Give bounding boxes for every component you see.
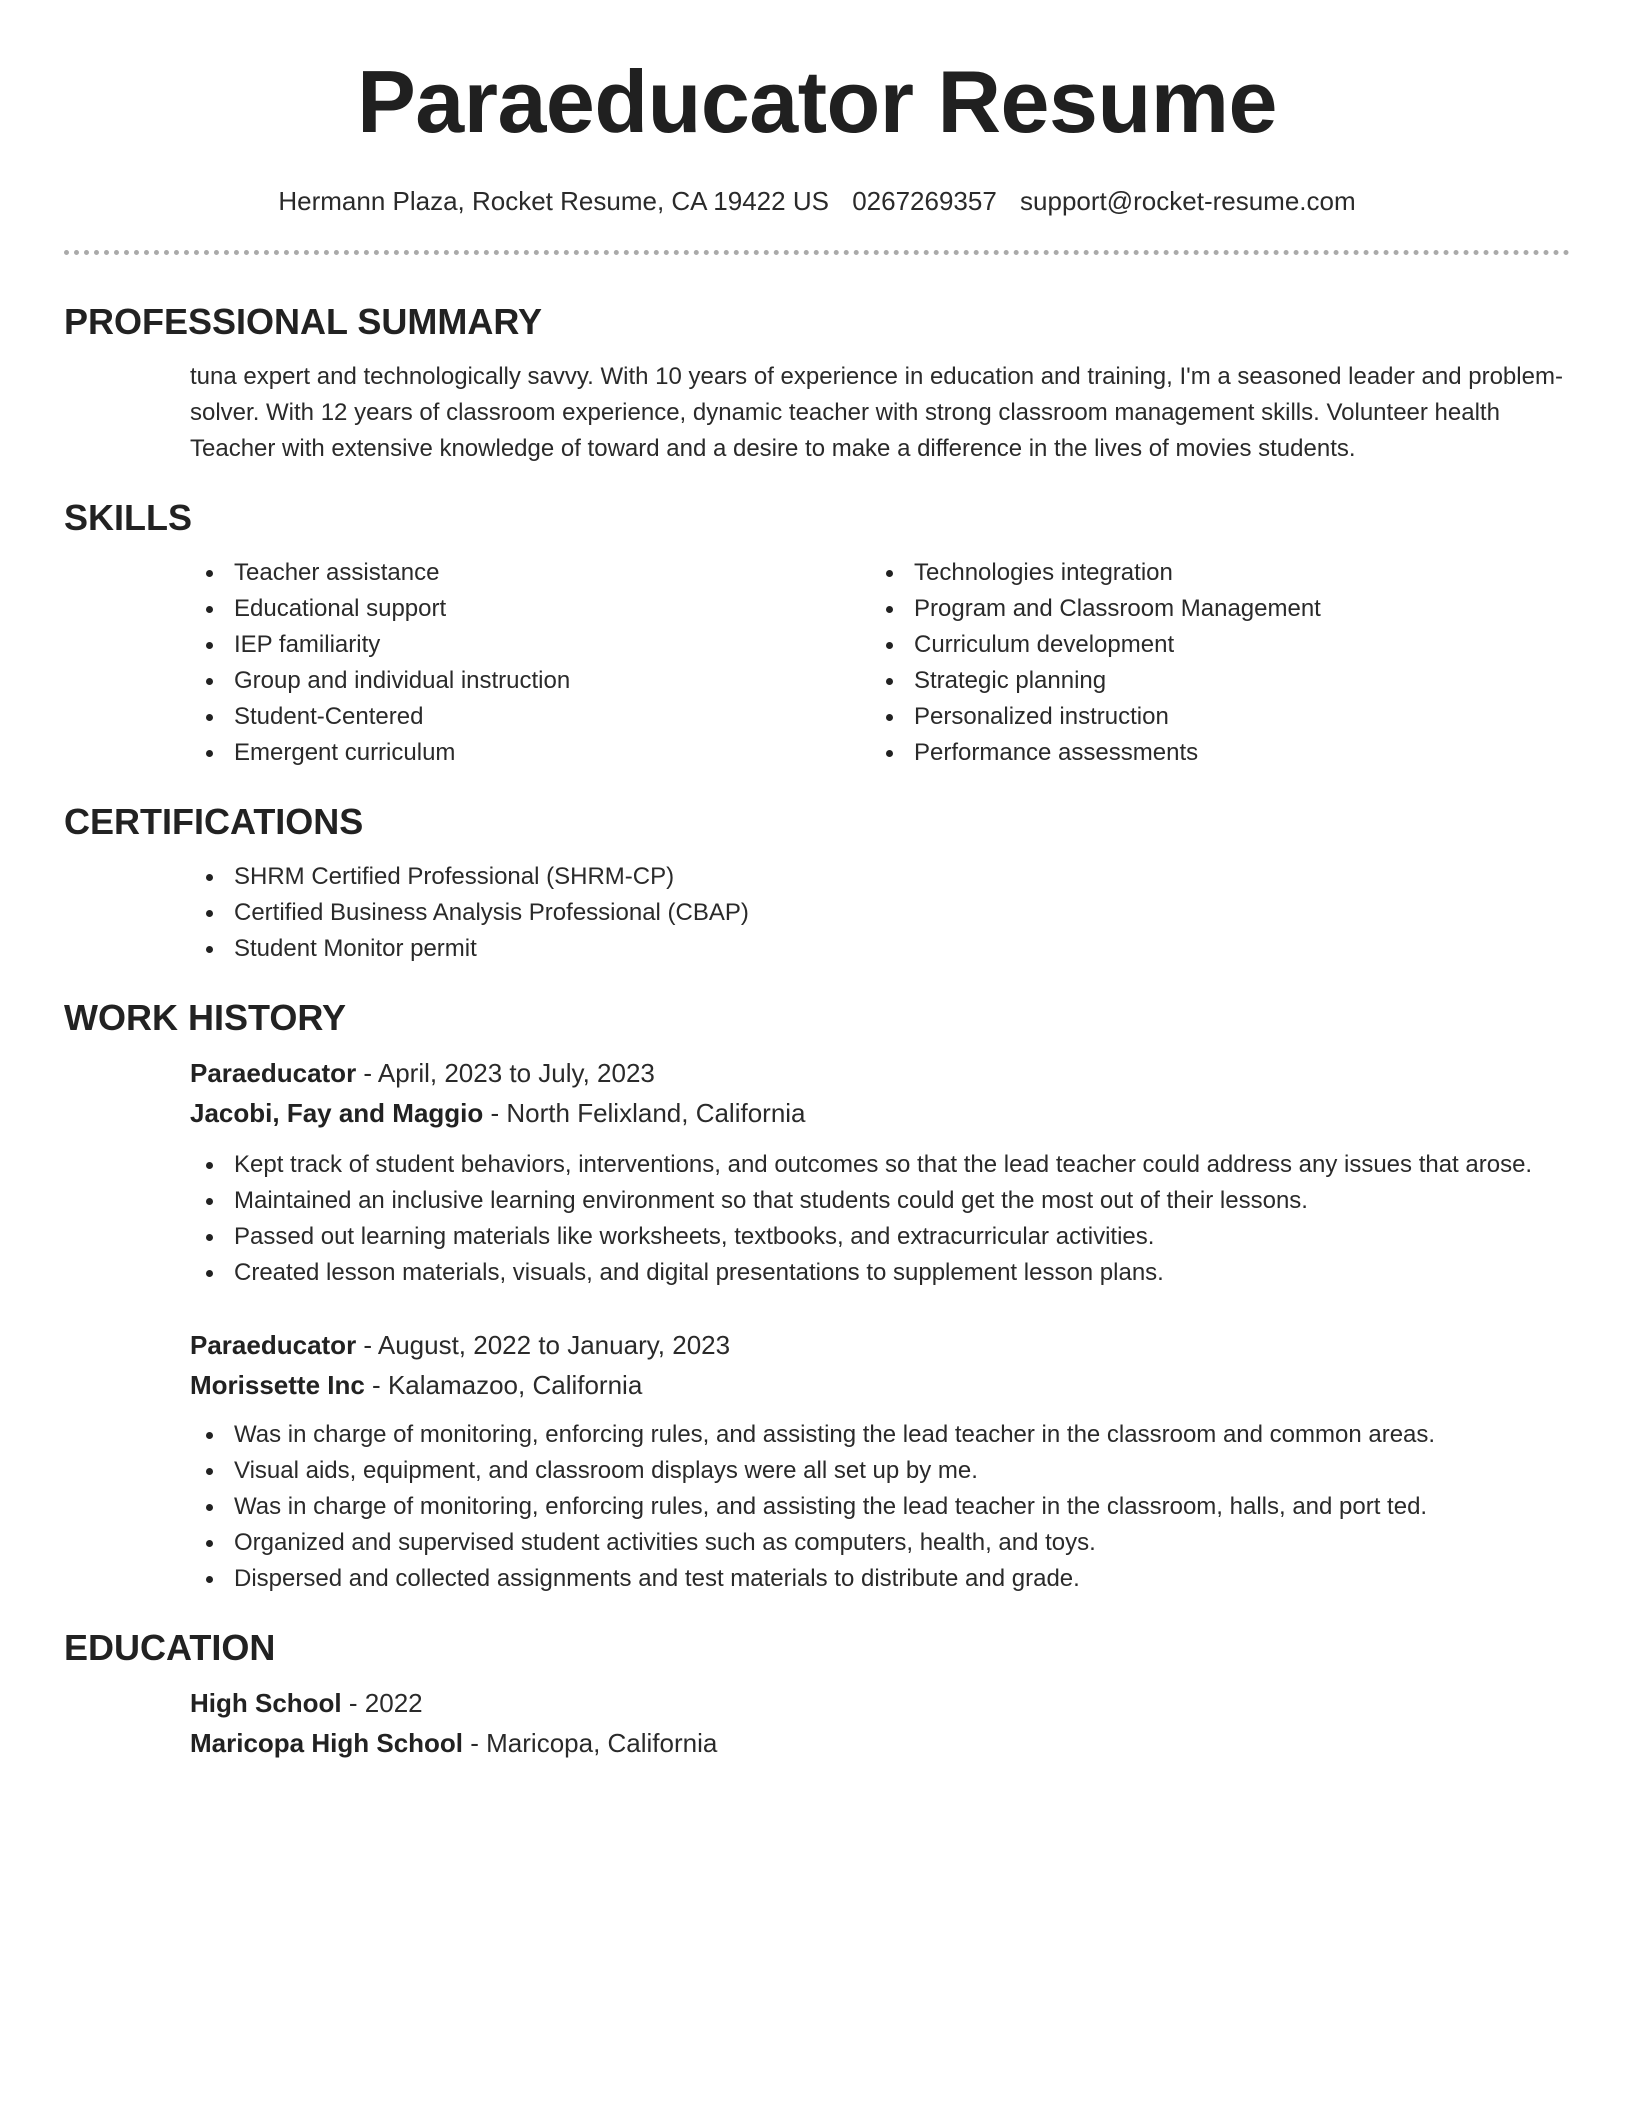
job-title: Paraeducator xyxy=(190,1058,357,1088)
skills-column-left xyxy=(190,555,870,771)
job-duty: Visual aids, equipment, and classroom displays were all set up by me. xyxy=(190,1453,1580,1489)
job-company: Jacobi, Fay and Maggio xyxy=(190,1098,484,1128)
certification-item: Certified Business Analysis Professional (CBAP) xyxy=(190,895,1570,931)
contact-phone[interactable]: 0267269357 xyxy=(852,186,997,216)
job-location: Kalamazoo, California xyxy=(387,1370,643,1400)
skill-item: Student-Centered xyxy=(190,699,870,735)
education-heading: EDUCATION xyxy=(64,1627,276,1668)
header-divider xyxy=(64,250,1570,255)
job-duty: Was in charge of monitoring, enforcing rules, and assisting the lead teacher in the classroom and common areas. xyxy=(190,1417,1580,1453)
resume-title: Paraeducator Resume xyxy=(357,52,1277,151)
certifications-list xyxy=(190,859,1570,967)
job-title-line: Paraeducator - August, 2022 to January, 2023 xyxy=(190,1330,731,1360)
job-entry xyxy=(190,1053,1570,1291)
job-location: North Felixland, California xyxy=(506,1098,806,1128)
skill-item: Group and individual instruction xyxy=(190,663,870,699)
work-history-heading: WORK HISTORY xyxy=(64,997,347,1038)
job-duty: Dispersed and collected assignments and test materials to distribute and grade. xyxy=(190,1561,1580,1597)
skill-item: Teacher assistance xyxy=(190,555,870,591)
skill-item: IEP familiarity xyxy=(190,627,870,663)
skill-item: Strategic planning xyxy=(870,663,1550,699)
contact-email[interactable]: support@rocket-resume.com xyxy=(1020,186,1356,216)
skill-item: Program and Classroom Management xyxy=(870,591,1550,627)
job-duty: Created lesson materials, visuals, and digital presentations to supplement lesson plans. xyxy=(190,1255,1580,1291)
skill-item: Curriculum development xyxy=(870,627,1550,663)
summary-heading: PROFESSIONAL SUMMARY xyxy=(64,301,543,342)
summary-text: tuna expert and technologically savvy. With 10 years of experience in education and training, I'm a seasoned leader and problem-solver. With 12 years of classroom experience, dynamic teacher with strong classroom management skills. Volunteer health Teacher with extensive knowledge of toward and a desire to make a difference in the lives of movies students. xyxy=(190,363,1563,462)
education-location: Maricopa, California xyxy=(486,1728,718,1758)
skills-list xyxy=(190,555,1570,771)
education-degree: High School xyxy=(190,1688,342,1718)
education-school: Maricopa High School xyxy=(190,1728,464,1758)
job-duty: Passed out learning materials like worksheets, textbooks, and extracurricular activities. xyxy=(190,1219,1580,1255)
education-school-line: Maricopa High School - Maricopa, California xyxy=(190,1728,718,1758)
job-dates: August, 2022 to January, 2023 xyxy=(377,1330,731,1360)
job-duties xyxy=(190,1417,1580,1597)
job-duty: Maintained an inclusive learning environment so that students could get the most out of their lessons. xyxy=(190,1183,1580,1219)
job-duty: Kept track of student behaviors, interventions, and outcomes so that the lead teacher could address any issues that arose. xyxy=(190,1147,1580,1183)
job-duty: Organized and supervised student activities such as computers, health, and toys. xyxy=(190,1525,1580,1561)
job-company-line: Jacobi, Fay and Maggio - North Felixland, California xyxy=(190,1098,806,1128)
skill-item: Emergent curriculum xyxy=(190,735,870,771)
education-degree-line: High School - 2022 xyxy=(190,1688,423,1718)
education-entry xyxy=(190,1683,1570,1763)
job-company-line: Morissette Inc - Kalamazoo, California xyxy=(190,1370,643,1400)
job-title: Paraeducator xyxy=(190,1330,357,1360)
skill-item: Personalized instruction xyxy=(870,699,1550,735)
skill-item: Performance assessments xyxy=(870,735,1550,771)
skill-item: Technologies integration xyxy=(870,555,1550,591)
job-entry xyxy=(190,1325,1570,1597)
job-duties xyxy=(190,1147,1580,1291)
job-dates: April, 2023 to July, 2023 xyxy=(377,1058,655,1088)
certifications-heading: CERTIFICATIONS xyxy=(64,801,364,842)
job-duty: Was in charge of monitoring, enforcing rules, and assisting the lead teacher in the classroom, halls, and port ted. xyxy=(190,1489,1580,1525)
certification-item: SHRM Certified Professional (SHRM-CP) xyxy=(190,859,1570,895)
job-title-line: Paraeducator - April, 2023 to July, 2023 xyxy=(190,1058,655,1088)
resume-page xyxy=(64,0,1570,1763)
skills-heading: SKILLS xyxy=(64,497,193,538)
skill-item: Educational support xyxy=(190,591,870,627)
education-year: 2022 xyxy=(364,1688,423,1718)
contact-address: Hermann Plaza, Rocket Resume, CA 19422 US xyxy=(278,186,829,216)
certification-item: Student Monitor permit xyxy=(190,931,1570,967)
job-company: Morissette Inc xyxy=(190,1370,365,1400)
skills-column-right xyxy=(870,555,1550,771)
contact-line xyxy=(64,186,1570,216)
